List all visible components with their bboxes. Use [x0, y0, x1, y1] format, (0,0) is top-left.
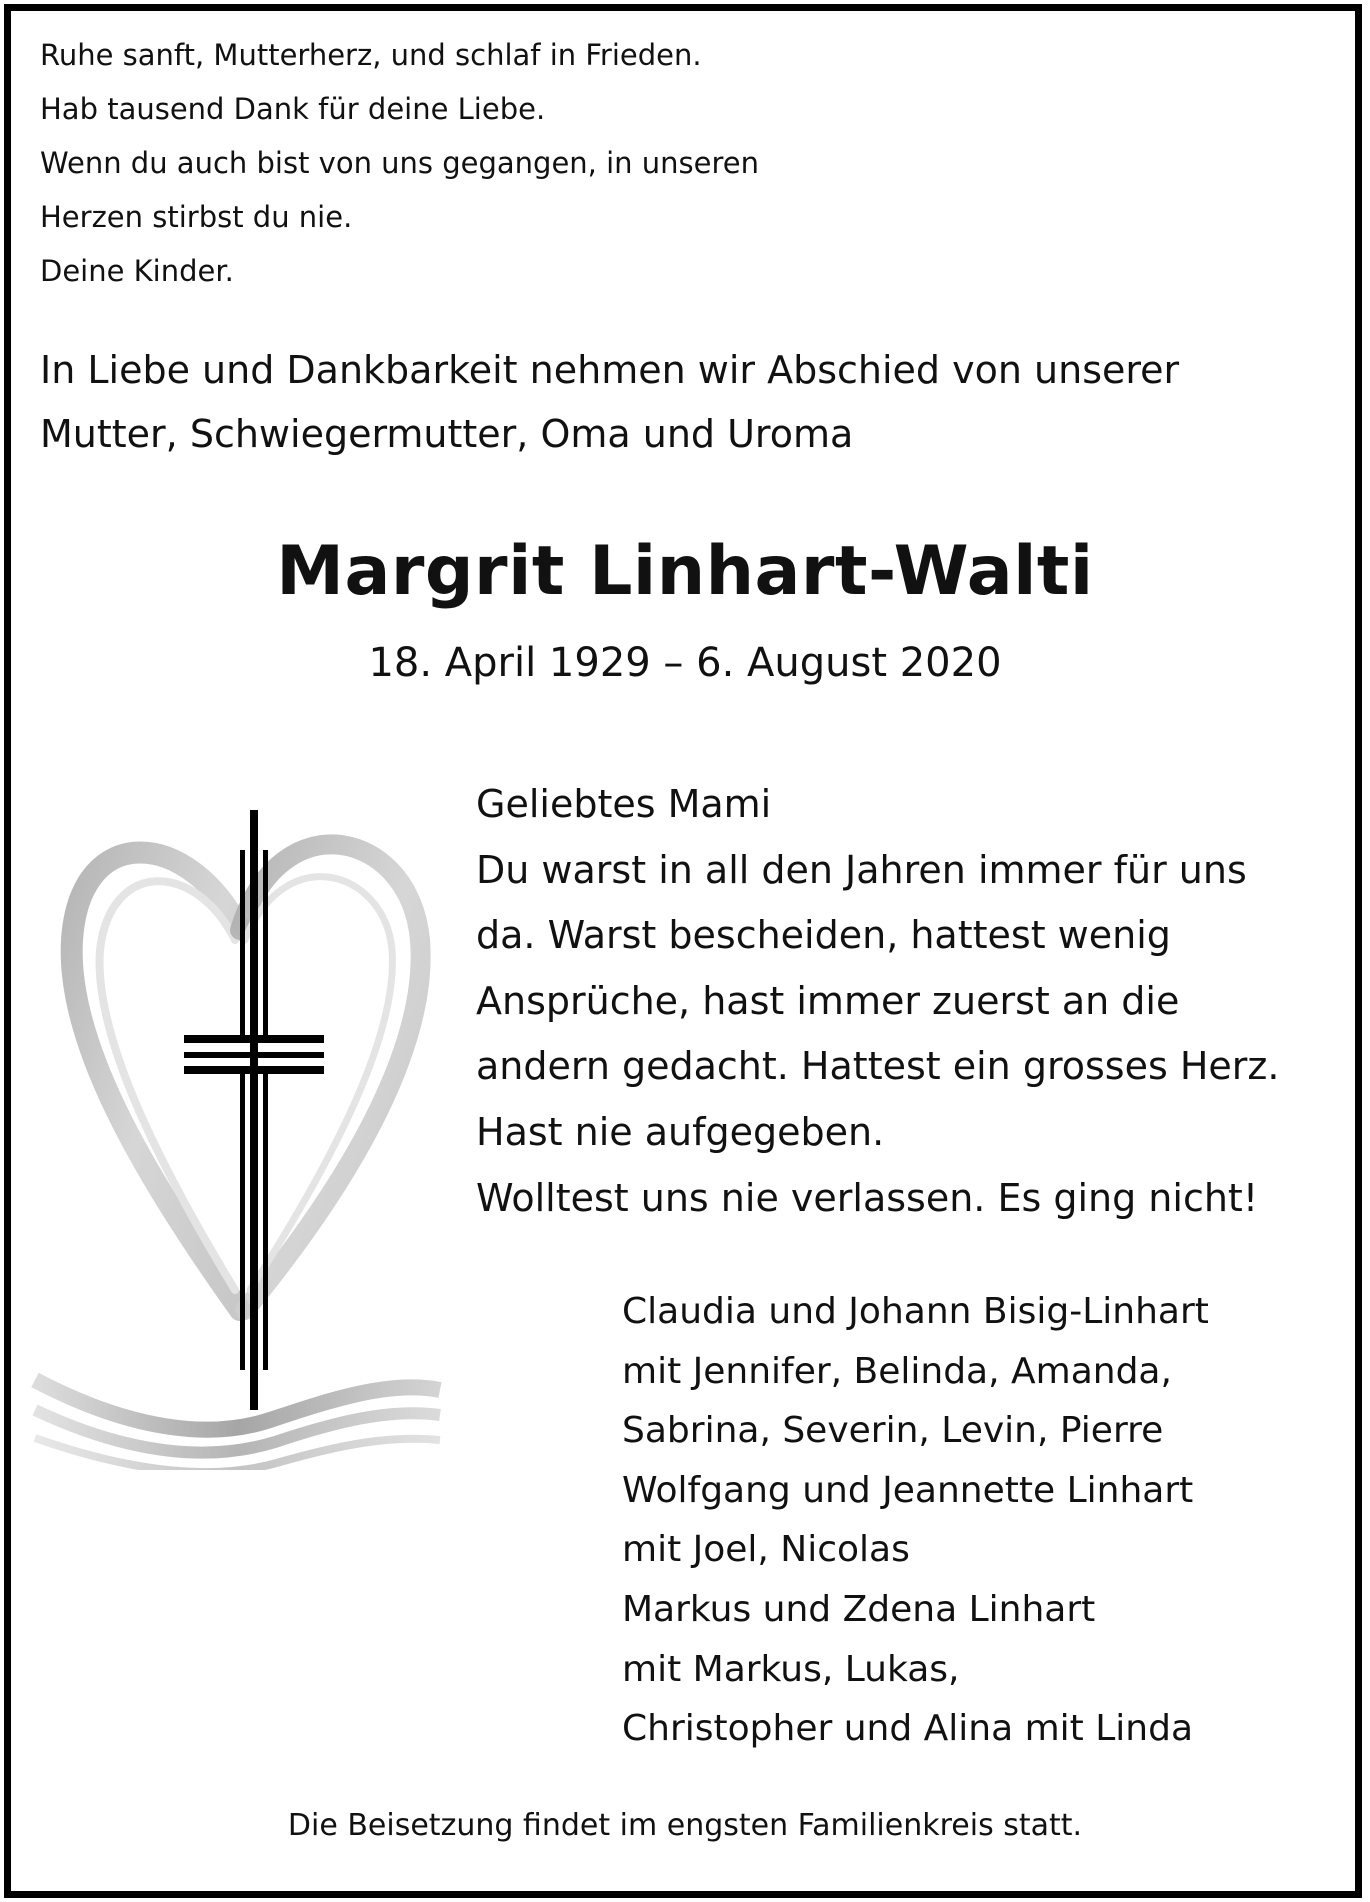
intro-line: Mutter, Schwiegermutter, Oma und Uroma	[40, 412, 854, 456]
poem-line: Deine Kinder.	[40, 254, 234, 288]
tribute-line: da. Warst bescheiden, hattest wenig	[476, 913, 1171, 958]
mourner-line: Christopher und Alina mit Linda	[622, 1708, 1194, 1750]
poem-line: Wenn du auch bist von uns gegangen, in unseren	[40, 146, 759, 180]
tribute-line: Geliebtes Mami	[476, 782, 772, 826]
tribute-line: Du warst in all den Jahren immer für uns	[476, 847, 1247, 892]
intro-line: In Liebe und Dankbarkeit nehmen wir Abschied von unserer	[40, 348, 1180, 392]
mourner-line: Markus und Zdena Linhart	[622, 1588, 1096, 1630]
poem-line: Ruhe sanft, Mutterherz, und schlaf in Frieden.	[40, 38, 702, 72]
deceased-name: Margrit Linhart-Walti	[276, 532, 1094, 611]
tribute-text	[476, 772, 1279, 1231]
heart-cross-icon	[30, 790, 450, 1474]
tribute-line: Wolltest uns nie verlassen. Es ging nicht!	[476, 1175, 1259, 1220]
mourner-line: mit Jennifer, Belinda, Amanda,	[622, 1350, 1172, 1392]
poem	[40, 28, 759, 298]
mourner-line: Claudia und Johann Bisig-Linhart	[622, 1291, 1209, 1332]
tribute-line: andern gedacht. Hattest ein grosses Herz.	[476, 1044, 1280, 1089]
mourner-line: Sabrina, Severin, Levin, Pierre	[622, 1410, 1164, 1452]
heart-cross-graphic	[30, 790, 450, 1470]
burial-notice: Die Beisetzung findet im engsten Familienkreis statt.	[287, 1808, 1083, 1843]
tribute-line: Hast nie aufgegeben.	[476, 1109, 885, 1154]
farewell-intro	[40, 338, 1179, 466]
poem-line: Herzen stirbst du nie.	[40, 200, 353, 234]
mourner-line: mit Joel, Nicolas	[622, 1529, 910, 1571]
poem-line: Hab tausend Dank für deine Liebe.	[40, 92, 546, 126]
mourners-list	[622, 1282, 1209, 1759]
mourner-line: Wolfgang und Jeannette Linhart	[622, 1469, 1194, 1511]
mourner-line: mit Markus, Lukas,	[622, 1648, 960, 1690]
life-dates: 18. April 1929 – 6. August 2020	[368, 640, 1002, 686]
tribute-line: Ansprüche, hast immer zuerst an die	[476, 978, 1180, 1023]
